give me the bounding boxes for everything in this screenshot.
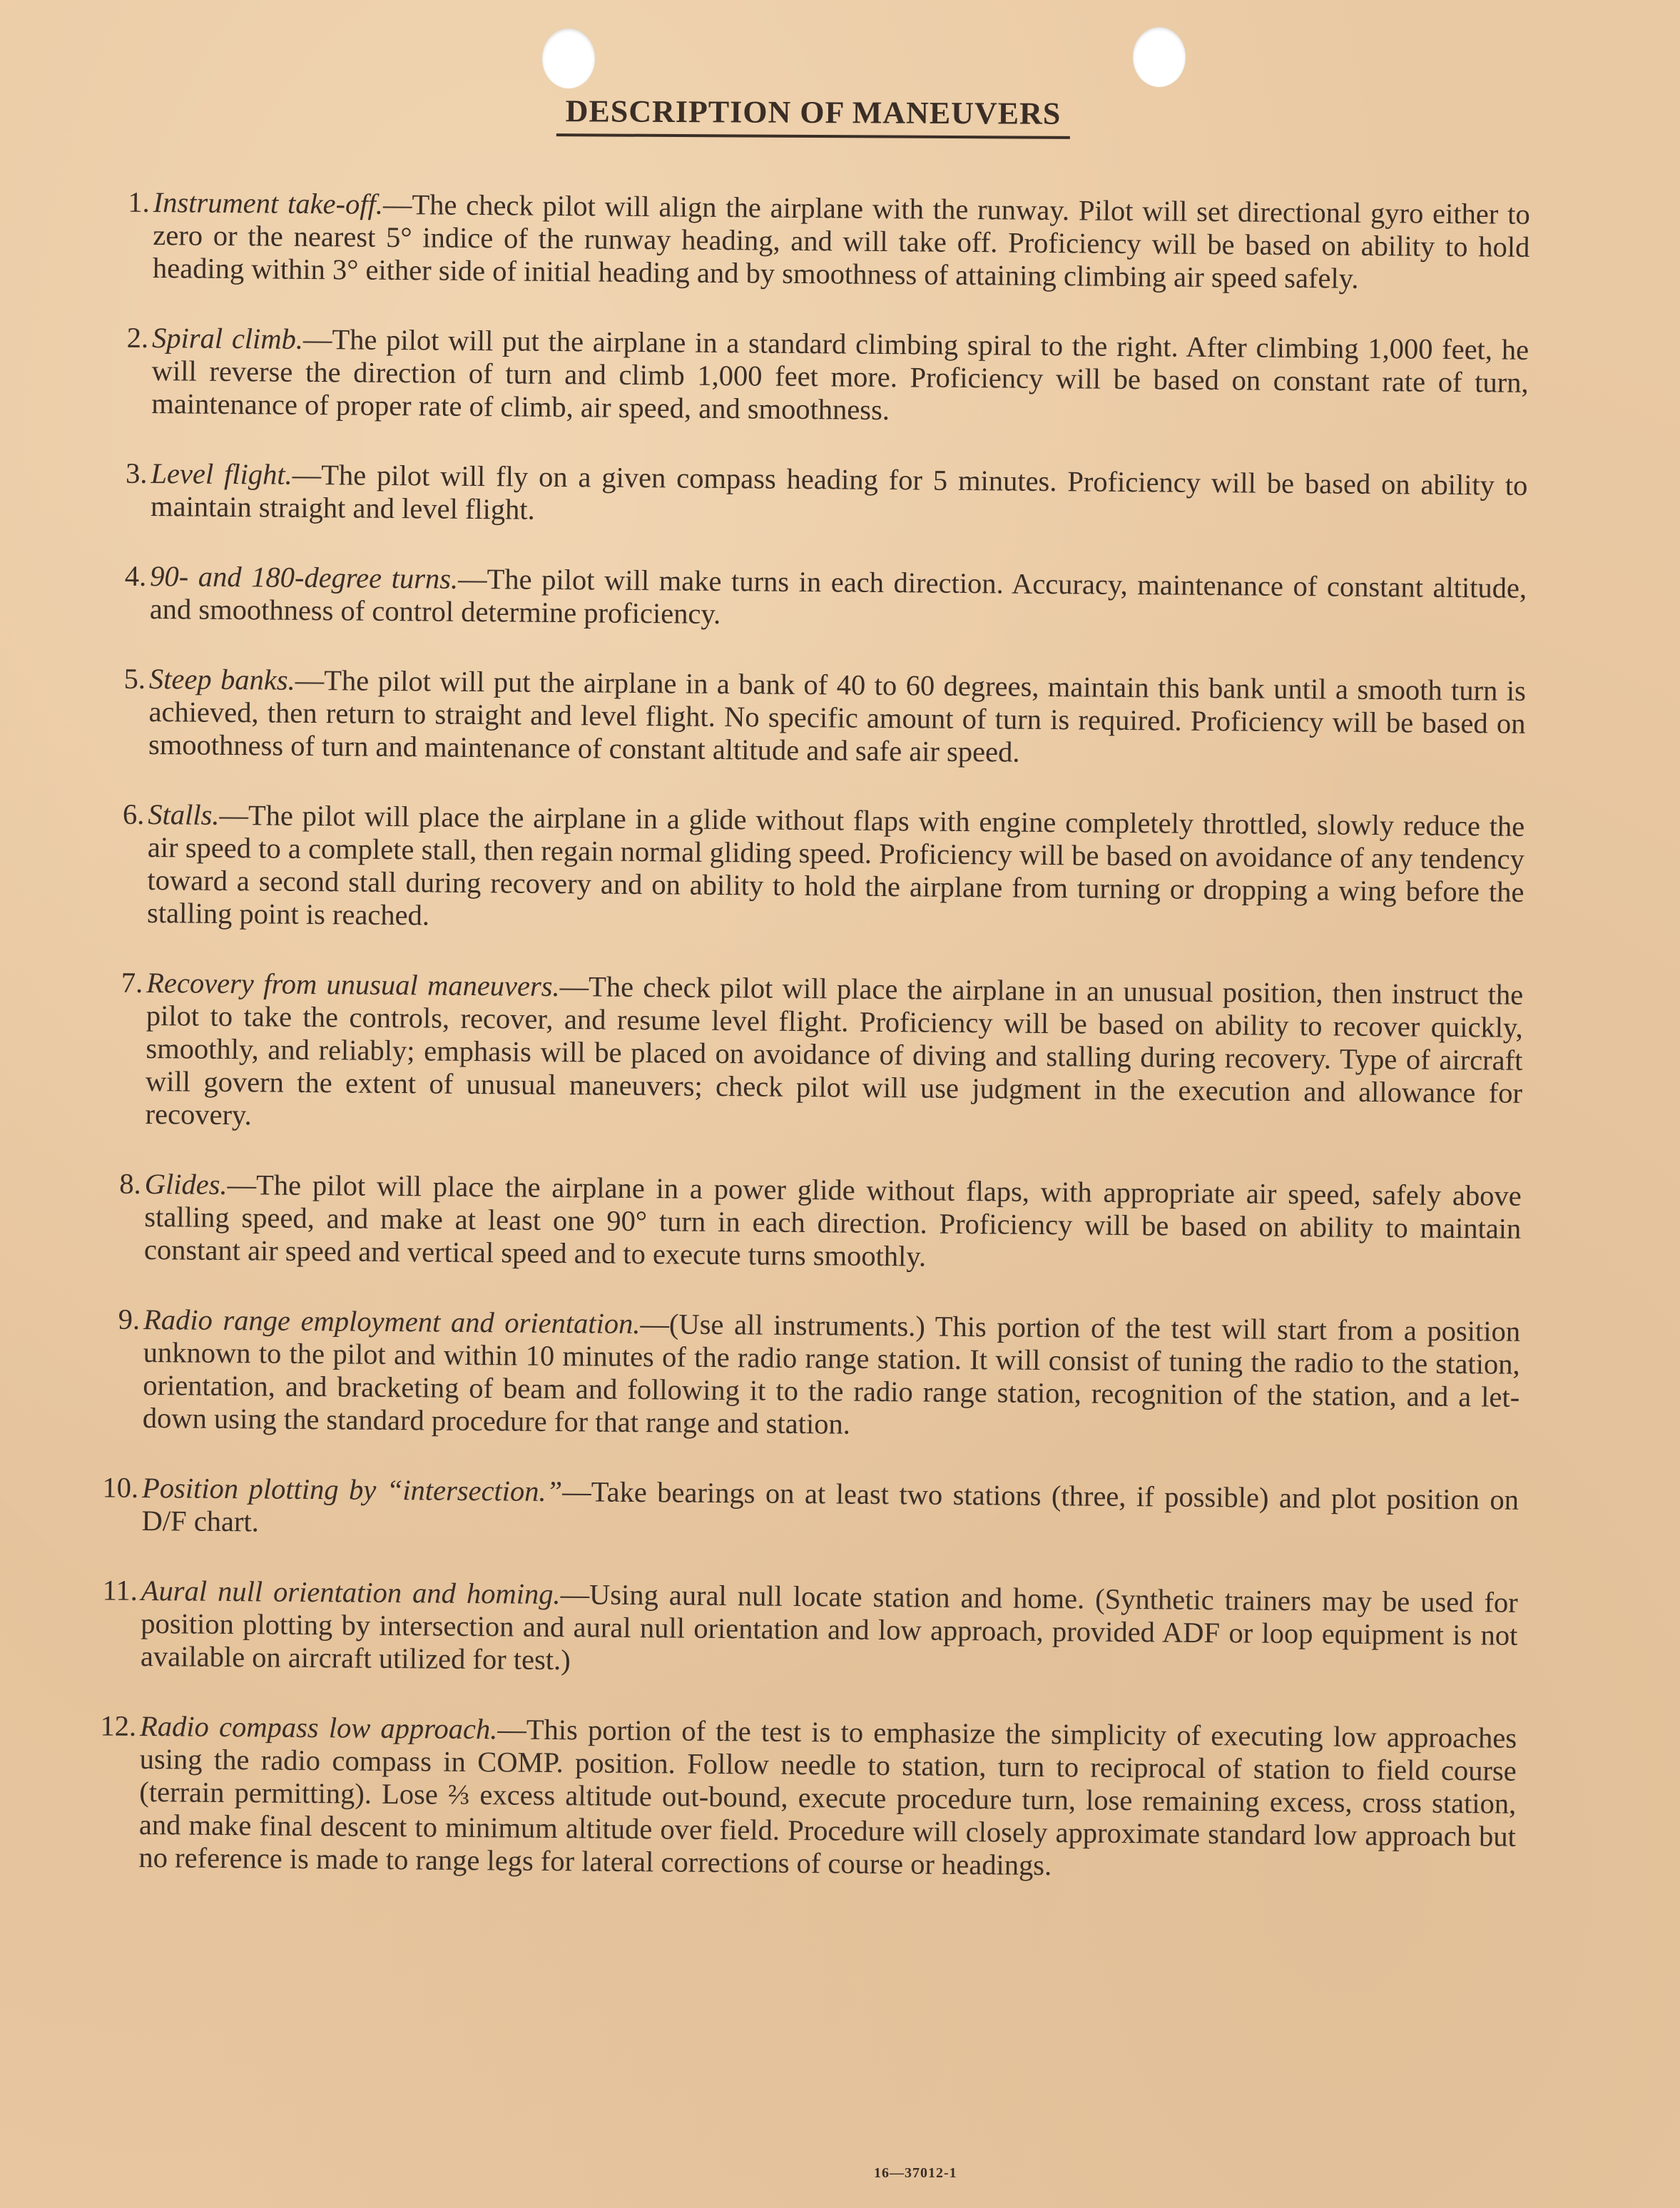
item-text: —The check pilot will place the airplane in an unusual position, then instruct the pilot to take the controls, recover, and resume level flight. Proficiency will be based on ability to recover quickly, smoothly, and reliably; emphasis will be placed on avoidance of diving and stalling during recovery. Type of aircraft will govern the extent of unusual maneuvers; check pilot will use judgment in the execution and allowance for recovery. [145, 970, 1524, 1131]
maneuver-item-2 [66, 321, 1529, 432]
item-number: 11. [102, 1574, 138, 1607]
item-text: —The pilot will place the airplane in a glide without flaps with engine completely throttled, slowly reduce the air speed to a complete stall, then regain normal gliding speed. Proficiency will be based on avoidance of any tendency toward a second stall during recovery and on ability to hold the airplane from turning or dropping a wing before the stalling point is reached. [146, 798, 1525, 932]
item-heading: Aural null orientation and homing. [141, 1574, 561, 1611]
maneuver-item-1 [67, 185, 1530, 297]
item-heading: Steep banks. [148, 663, 295, 696]
item-number: 8. [119, 1167, 141, 1200]
item-text: —Using aural null locate station and home. (Synthetic trainers may be used for position plotting by intersection and aural null orientation and low approach, provided ADF or loop equipment is not available on aircraft utilized for test.) [140, 1578, 1518, 1677]
punch-hole-left [542, 29, 595, 88]
item-number: 9. [118, 1303, 141, 1336]
page-title: DESCRIPTION OF MANEUVERS [556, 93, 1070, 139]
maneuver-item-12 [53, 1709, 1517, 1886]
item-heading: Stalls. [148, 798, 220, 831]
maneuver-item-3 [65, 457, 1528, 535]
item-number: 2. [126, 321, 149, 354]
item-text: —The pilot will fly on a given compass heading for 5 minutes. Proficiency will be based on ability to maintain straight and level flight. [150, 458, 1528, 526]
maneuver-item-9 [57, 1303, 1521, 1447]
item-heading: Level flight. [151, 457, 292, 491]
item-heading: Radio range employment and orientation. [143, 1303, 641, 1340]
maneuver-item-6 [61, 798, 1525, 942]
form-number: 16—37012-1 [874, 2165, 957, 2181]
item-text: —The check pilot will align the airplane with the runway. Pilot will set directional gyro either to zero or the nearest 5° indice of the runway heading, and will take off. Proficiency will be based on ability to hold heading within 3° either side of initial heading and by smoothness of attaining climbing air speed safely. [152, 188, 1530, 295]
maneuver-item-8 [58, 1167, 1522, 1278]
item-heading: 90- and 180-degree turns. [150, 560, 459, 595]
item-text: —The pilot will put the airplane in a standard climbing spiral to the right. After climbing 1,000 feet, he will reverse the direction of turn and climb 1,000 feet more. Proficiency will be based on constant rate of turn, maintenance of proper rate of climb, air speed, and smoothness. [151, 322, 1529, 427]
item-text: —The pilot will place the airplane in a power glide without flaps, with appropriate air speed, safely above stalling speed, and make at least one 90° turn in each direction. Proficiency will be based on ability to maintain constant air speed and vertical speed and to execute turns smoothly. [143, 1169, 1522, 1273]
item-number: 1. [128, 185, 150, 219]
maneuver-item-11 [55, 1574, 1518, 1685]
item-text: —Take bearings on at least two stations (three, if possible) and plot position on D/F chart. [141, 1475, 1519, 1538]
item-heading: Recovery from unusual maneuvers. [146, 967, 560, 1003]
item-heading: Radio compass low approach. [139, 1709, 498, 1746]
maneuver-list [53, 185, 1530, 1923]
item-heading: Instrument take-off. [153, 186, 384, 220]
maneuver-item-5 [63, 662, 1526, 773]
maneuver-item-4 [64, 559, 1527, 638]
item-text: —This portion of the test is to emphasize the simplicity of executing low approaches using the radio compass in COMP. position. Follow needle to station, turn to reciprocal of station to field course (terrain permitting). Lose ⅔ excess altitude out-bound, execute procedure turn, lose remaining excess, cross station, and make final descent to minimum altitude over field. Procedure will closely approximate standard low approach but no reference is made to range legs for lateral corrections of course or headings. [138, 1713, 1517, 1882]
item-text: —The pilot will put the airplane in a bank of 40 to 60 degrees, maintain this bank until a smooth turn is achieved, then return to straight and level flight. No specific amount of turn is required. Proficiency will be based on smoothness of turn and maintenance of constant altitude and safe air speed. [148, 663, 1527, 768]
item-number: 6. [122, 798, 145, 830]
item-number: 3. [125, 457, 148, 489]
maneuver-item-10 [56, 1471, 1519, 1550]
item-heading: Glides. [144, 1167, 228, 1201]
item-number: 5. [123, 662, 146, 695]
punch-hole-right [1133, 27, 1186, 87]
item-number: 7. [121, 966, 143, 999]
maneuver-item-7 [59, 966, 1523, 1143]
item-text: —(Use all instruments.) This portion of the test will start from a position unknown to the pilot and within 10 minutes of the radio range station. It will consist of tuning the radio to the station, orientation, and bracketing of beam and following it to the radio range station, recognition of the station, and a let-down using the standard procedure for that range and station. [142, 1308, 1521, 1440]
item-heading: Spiral climb. [151, 322, 304, 355]
item-number: 4. [124, 559, 147, 592]
item-heading: Position plotting by “intersection.” [141, 1471, 563, 1508]
item-text: —The pilot will make turns in each direction. Accuracy, maintenance of constant altitude, and smoothness of control determine proficiency. [149, 562, 1527, 631]
item-number: 10. [102, 1471, 139, 1504]
item-number: 12. [100, 1709, 137, 1742]
